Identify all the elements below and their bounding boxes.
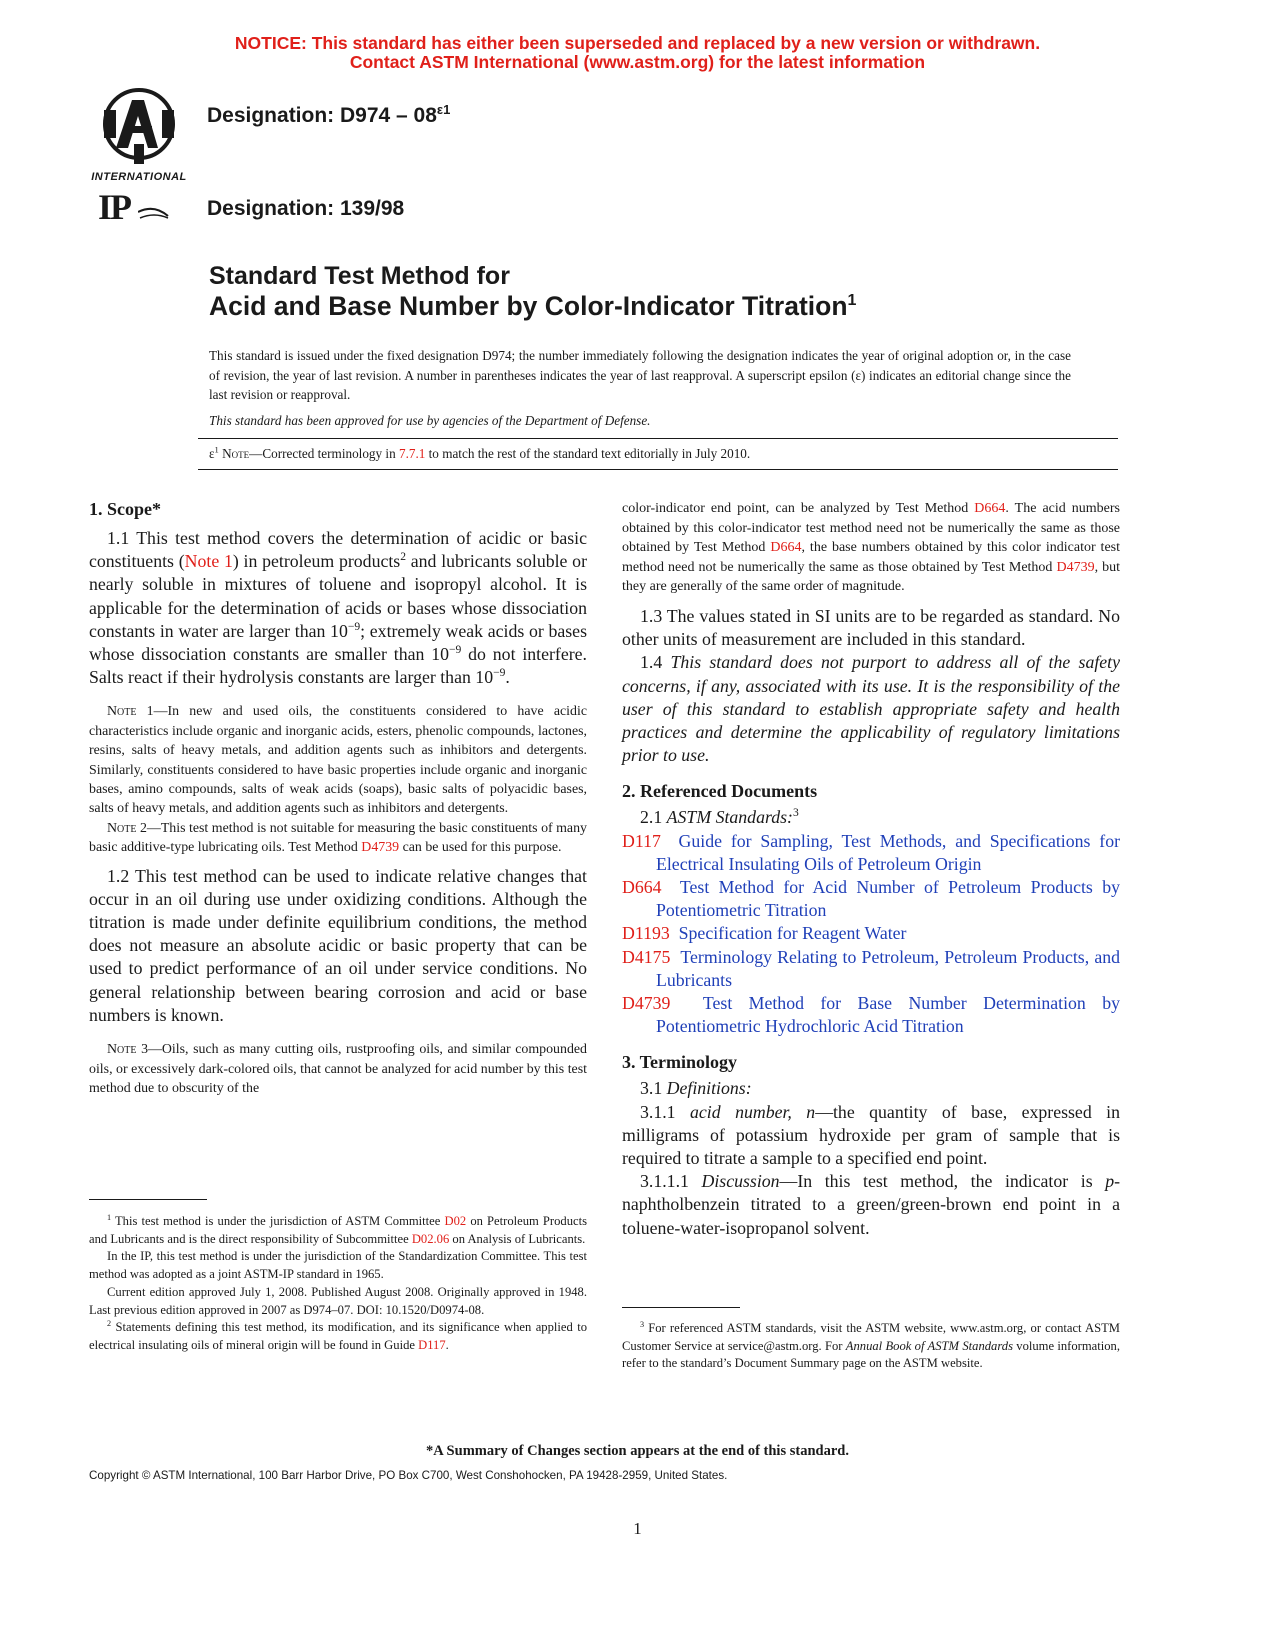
issuance-statement: This standard is issued under the fixed designation D974; the number immediately following the designation indicates the year of original adoption or, in the case of revision, the year of last revision. A number in parentheses indicates the year of last reapproval. A superscript epsilon (ε) indicates an editorial change since the last revision or reapproval. [209, 348, 1071, 402]
footnote-2: $^2$ Statements defining this test method, its modification, and its significance when applied to electrical insulating oils of mineral origin will be found in Guide D117. [89, 1319, 587, 1352]
reference-item[interactable]: D664 Test Method for Acid Number of Petroleum Products by Potentiometric Titration [622, 877, 1120, 921]
withdrawn-notice [0, 34, 1275, 72]
note-3-continued: color-indicator end point, can be analyzed by Test Method D664. The acid numbers obtained by this color-indicator test method need not be numerically the same as those obtained by Test Method D664, the base numbers obtained by this color indicator test method need not be numerically the same as those obtained by Test Method D4739, but they are generally of the same order of magnitude. [622, 501, 1120, 595]
title-line-2: Acid and Base Number by Color-Indicator Titration$^1$ [209, 291, 857, 321]
intro-rule [198, 438, 1118, 439]
reference-item[interactable]: D1193 Specification for Reagent Water [622, 923, 907, 944]
ip-logo [98, 186, 170, 226]
terminology-heading: 3. Terminology [622, 1052, 738, 1073]
section-3-1-1: 3.1.1 acid number, n—the quantity of base, expressed in milligrams of potassium hydroxide per gram of sample that is required to titrate a sample to a specified end point. [622, 1101, 1120, 1169]
section-1-2: 1.2 This test method can be used to indicate relative changes that occur in an oil during use under oxidizing conditions. Although the titration is made under definite equilibrium conditions, the method does not measure an absolute acidic or basic property that can be used to predict performance of an oil under service conditions. No general relationship between bearing corrosion and acid or base numbers is known. [89, 865, 587, 1025]
section-1-4: 1.4 This standard does not purport to address all of the safety concerns, if any, associated with its use. It is the responsibility of the user of this standard to establish appropriate safety and health practices and determine the applicability of regulatory limitations prior to use. [622, 652, 1120, 766]
section-3-1-1-1: 3.1.1.1 Discussion—In this test method, the indicator is p-naphtholbenzein titrated to a green/green-brown end point in a toluene-water-isopropanol solvent. [622, 1171, 1121, 1238]
ip-logo-swoosh [138, 200, 170, 222]
scope-heading: 1. Scope* [89, 499, 161, 519]
page-number: 1 [633, 1519, 642, 1538]
link-d664-b[interactable]: D664 [770, 540, 802, 556]
left-footnotes [89, 1213, 587, 1355]
reference-item[interactable]: D117 Guide for Sampling, Test Methods, and Specifications for Electrical Insulating Oils of Petroleum Origin [622, 830, 1120, 874]
link-d02[interactable]: D02 [444, 1214, 467, 1228]
footnote-rule-right [622, 1307, 740, 1308]
right-column [622, 499, 1120, 1240]
epsilon-note: $\varepsilon^1$ Note—Corrected terminology in 7.7.1 to match the rest of the standard text editorially in July 2010. [209, 444, 751, 461]
reference-list [622, 830, 1120, 1039]
reference-item[interactable]: D4739 Test Method for Base Number Determination by Potentiometric Hydrochloric Acid Titration [622, 993, 1121, 1037]
note-2: Note 2—This test method is not suitable for measuring the basic constituents of many basic additive-type lubricating oils. Test Method D4739 can be used for this purpose. [89, 820, 587, 856]
link-d117-fn[interactable]: D117 [418, 1337, 446, 1352]
reference-item[interactable]: D4175 Terminology Relating to Petroleum, Petroleum Products, and Lubricants [622, 946, 1120, 990]
ip-designation: Designation: 139/98 [207, 197, 405, 220]
astm-logo-mark [86, 86, 192, 166]
ip-logo-text: IP [98, 187, 130, 227]
link-d02-06[interactable]: D02.06 [411, 1231, 450, 1246]
title-line-1: Standard Test Method for [209, 262, 510, 290]
link-d4739-a[interactable]: D4739 [1056, 559, 1095, 575]
notice-line-2: Contact ASTM International (www.astm.org) for the latest information [349, 52, 926, 72]
link-7-7-1[interactable]: 7.7.1 [398, 446, 426, 461]
link-note-1[interactable]: Note 1 [184, 551, 233, 572]
section-3-1: 3.1 Definitions: [640, 1078, 752, 1099]
section-1-1: 1.1 This test method covers the determination of acidic or basic constituents (Note 1) in petroleum products$^2$ and lubricants soluble or nearly soluble in mixtures of toluene and isopropyl alcohol. It is applicable for the determination of acids or bases whose dissociation constants in water are larger than $10^{-9}$; extremely weak acids or bases whose dissociation constants are smaller than $10^{-9}$ do not interfere. Salts react if their hydrolysis constants are larger than $10^{-9}$. [89, 528, 587, 688]
intro-rule-bottom [198, 469, 1118, 470]
astm-logo-text: INTERNATIONAL [91, 171, 187, 183]
footnote-3: $^3$ For referenced ASTM standards, visit the ASTM website, www.astm.org, or contact ASTM Customer Service at service@astm.org. For Annual Book of ASTM Standards volume information, refer to the standard’s Document Summary page on the ASTM website. [622, 1319, 1120, 1371]
note-1: Note 1—In new and used oils, the constituents considered to have acidic characteristics include organic and inorganic acids, esters, phenolic compounds, lactones, resins, salts of heavy metals, and addition agents such as inhibitors and detergents. Similarly, constituents considered to have basic properties include organic and inorganic bases, amino compounds, salts of weak acids (soaps), basic salts of polyacidic bases, salts of heavy metals, and addition agents such as inhibitors and detergents. [89, 704, 587, 817]
footnote-1: $^1$ This test method is under the jurisdiction of ASTM Committee D02 on Petroleum Products and Lubricants and is the direct responsibility of Subcommittee D02.06 on Analysis of Lubricants. [89, 1212, 587, 1246]
note-3: Note 3—Oils, such as many cutting oils, rustproofing oils, and similar compounded oils, or excessively dark-colored oils, that cannot be analyzed for acid number by this test method due to obscurity of the [89, 1042, 587, 1096]
link-d4739-note2[interactable]: D4739 [361, 840, 400, 856]
astm-designation: Designation: $D974 - 08^{\varepsilon 1}$ [207, 102, 451, 127]
referenced-documents-heading: 2. Referenced Documents [622, 781, 818, 802]
astm-logo [86, 86, 192, 183]
summary-of-changes-notice: *A Summary of Changes section appears at the end of this standard. [426, 1443, 849, 1459]
footnote-rule-left [89, 1199, 207, 1200]
left-column [89, 499, 587, 1098]
copyright-line: Copyright © ASTM International, 100 Barr Harbor Drive, PO Box C700, West Conshohocken, PA 19428-2959, United States. [89, 1469, 728, 1482]
right-footnotes [622, 1320, 1120, 1373]
notice-line-1: NOTICE: This standard has either been superseded and replaced by a new version or withdrawn. [234, 33, 1041, 53]
footnote-1-ip: In the IP, this test method is under the jurisdiction of the Standardization Committee. This test method was adopted as a joint ASTM-IP standard in 1965. [89, 1249, 587, 1282]
footnote-1-edition: Current edition approved July 1, 2008. Published August 2008. Originally approved in 1948. Last previous edition approved in 2007 as D974–07. DOI: 10.1520/D0974-08. [89, 1284, 587, 1317]
section-2-1: 2.1 ASTM Standards:$^3$ [640, 806, 799, 828]
section-1-3: 1.3 The values stated in SI units are to be regarded as standard. No other units of measurement are included in this standard. [622, 605, 1120, 650]
link-d664-a[interactable]: D664 [974, 501, 1006, 516]
dod-approval: This standard has been approved for use by agencies of the Department of Defense. [209, 413, 651, 428]
